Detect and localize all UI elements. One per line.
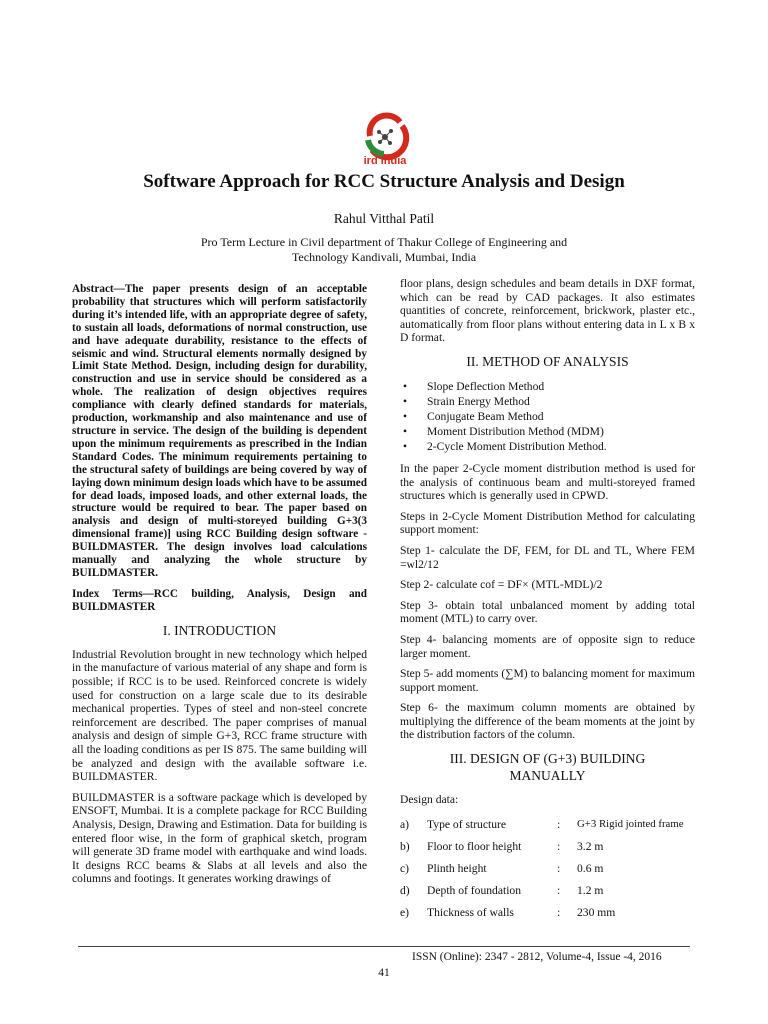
table-row (400, 858, 700, 880)
list-item: • Moment Distribution Method (MDM) (427, 424, 695, 439)
list-item: • Conjugate Beam Method (427, 409, 695, 424)
paper-title: Software Approach for RCC Structure Analysis and Design (143, 171, 625, 192)
section-heading-method: II. METHOD OF ANALYSIS (466, 353, 629, 369)
step-4: Step 4- balancing moments are of opposite sign to reduce larger moment. (400, 632, 695, 660)
design-data-table (400, 814, 700, 924)
methods-list (400, 379, 695, 454)
row-index: b) (400, 839, 410, 853)
row-value: 0.6 m (577, 861, 604, 875)
row-label: Type of structure (427, 817, 507, 831)
row-separator: : (557, 839, 561, 853)
row-index: d) (400, 883, 410, 897)
step-2: Step 2- calculate cof = DF× (MTL-MDL)/2 (400, 578, 603, 592)
step-3: Step 3- obtain total unbalanced moment by adding total moment (MTL) to carry over. (400, 598, 695, 626)
row-value: 230 mm (577, 905, 616, 919)
ird-logo-icon (350, 110, 420, 166)
index-terms: Index Terms—RCC building, Analysis, Design and BUILDMASTER (72, 587, 367, 613)
step-6: Step 6- the maximum column moments are obtained by multiplying the difference of the beam moments at the joint by the distribution factors of the column. (400, 701, 695, 742)
row-index: c) (400, 861, 410, 875)
method-paragraph-2: Steps in 2-Cycle Moment Distribution Method for calculating support moment: (400, 509, 695, 537)
affiliation (150, 235, 618, 265)
table-row (400, 902, 700, 924)
svg-text:ird india: ird india (363, 155, 407, 166)
section-heading-line-2: MANUALLY (509, 768, 586, 784)
row-value: 1.2 m (577, 883, 604, 897)
row-label: Thickness of walls (427, 905, 514, 919)
author-name: Rahul Vitthal Patil (333, 211, 435, 226)
section-heading-design (400, 750, 695, 784)
row-index: e) (400, 905, 410, 919)
section-heading-line-1: III. DESIGN OF (G+3) BUILDING (449, 751, 646, 767)
abstract: Abstract—The paper presents design of an acceptable probability that structures which will perform satisfactorily during it’s intended life, with an appropriate degree of safety, to sustain all loads, deformations of normal construction, use and have adequate durability, resistance to the effects of seismic and wind. Structural elements normally designed by Limit State Method. Design, including design for durability, construction and use in service should be considered as a whole. The realization of design objectives requires compliance with clearly defined standards for materials, production, workmanship and also maintenance and use of structure in service. The design of the building is dependent upon the minimum requirements as prescribed in the Indian Standard Codes. The minimum requirements pertaining to the structural safety of buildings are being covered by way of laying down minimum design loads which have to be assumed for dead loads, imposed loads, and other external loads, the structure would be required to bear. The paper based on analysis and design of multi-storeyed building G+3(3 dimensional frame)] using RCC Building design software - BUILDMASTER. The design involves load calculations manually and analyzing the whole structure by BUILDMASTER. (72, 283, 367, 579)
list-item: • 2-Cycle Moment Distribution Method. (427, 439, 695, 454)
issn-footer: ISSN (Online): 2347 - 2812, Volume-4, Issue -4, 2016 (412, 951, 662, 963)
row-separator: : (557, 905, 561, 919)
row-separator: : (557, 817, 561, 831)
step-5: Step 5- add moments (∑M) to balancing moment for maximum support moment. (400, 667, 695, 694)
continued-paragraph: floor plans, design schedules and beam details in DXF format, which can be read by CAD packages. It also estimates quantities of concrete, reinforcement, brickwork, plaster etc., automatically from floor plans without entering data in L x B x D format. (400, 277, 695, 345)
row-label: Plinth height (427, 861, 487, 875)
journal-logo (350, 110, 420, 166)
footer-divider (78, 946, 690, 947)
page-number: 41 (378, 967, 390, 979)
section-heading-introduction: I. INTRODUCTION (162, 622, 277, 638)
row-index: a) (400, 817, 410, 831)
method-paragraph-1: In the paper 2-Cycle moment distribution method is used for the analysis of continuous beam and multi-storeyed framed structures which is generally used in CPWD. (400, 461, 695, 503)
step-1: Step 1- calculate the DF, FEM, for DL and TL, Where FEM =wl2/12 (400, 543, 695, 571)
left-column (72, 283, 367, 893)
row-label: Floor to floor height (427, 839, 522, 853)
intro-paragraph-2: BUILDMASTER is a software package which is developed by ENSOFT, Mumbai. It is a complete package for RCC Building Analysis, Design, Drawing and Estimation. Data for building is entered floor wise, in the form of graphical sketch, program will generate 3D frame model with earthquake and wind loads. It designs RCC beams & Slabs at all levels and also the columns and footings. It generates working drawings of (72, 790, 367, 886)
intro-paragraph-1: Industrial Revolution brought in new technology which helped in the manufacture of various material of any shape and form is possible; if RCC is to be used. Reinforced concrete is widely used for construction on a large scale due to its desirable mechanical properties. Types of steel and non-steel concrete reinforcement are described. The paper comprises of manual analysis and design of simple G+3, RCC frame structure with all the loading conditions as per IS 875. The same building will be analyzed and design with the available software i.e. BUILDMASTER. (72, 647, 367, 784)
row-separator: : (557, 883, 561, 897)
list-item: • Strain Energy Method (427, 394, 695, 409)
row-separator: : (557, 861, 561, 875)
right-column (400, 277, 695, 924)
list-item: • Slope Deflection Method (427, 379, 695, 394)
design-data-label: Design data: (400, 793, 459, 807)
row-value: G+3 Rigid jointed frame (577, 817, 684, 830)
row-value: 3.2 m (577, 839, 604, 853)
affiliation-line-1: Pro Term Lecture in Civil department of Thakur College of Engineering and (200, 235, 568, 249)
row-label: Depth of foundation (427, 883, 522, 897)
table-row (400, 880, 700, 902)
affiliation-line-2: Technology Kandivali, Mumbai, India (291, 250, 477, 264)
table-row (400, 814, 700, 836)
table-row (400, 836, 700, 858)
